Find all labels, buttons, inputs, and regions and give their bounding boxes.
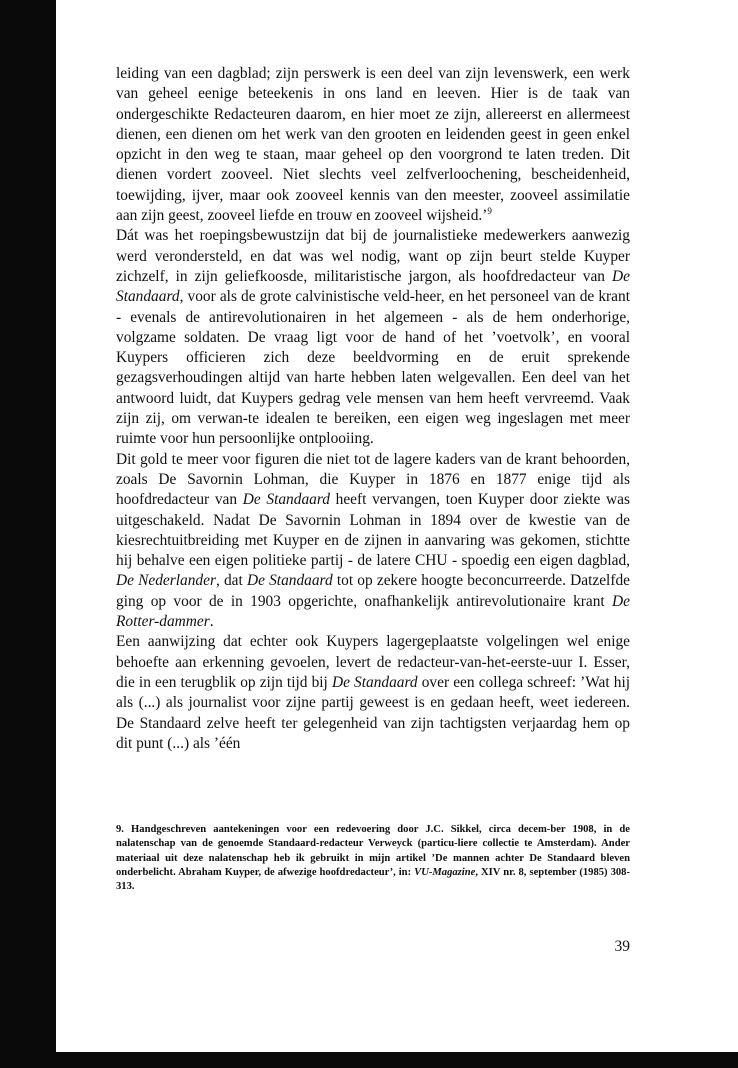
page-number: 39 <box>614 938 630 955</box>
newspaper-title: De Rotter-dammer <box>116 592 630 631</box>
newspaper-title: De Standaard <box>246 572 333 590</box>
newspaper-title: De Standaard <box>116 267 630 306</box>
newspaper-title: De Standaard <box>242 491 330 509</box>
paragraph-4: Een aanwijzing dat echter ook Kuypers lagergeplaatste volgelingen wel enige behoefte aan erkenning gevoelen, levert de redacteur-van-het-eerste-uur I. Esser, die in een terugblik op zijn tijd bij De Standaard over een collega schreef: ’Wat hij als (...) als journalist voor zijne partij geweest is en gedaan heeft, weet iedereen. De Standaard zelve heeft ter gelegenheid van zijn tachtigsten verjaardag hem op dit punt (...) als ’één <box>116 633 630 752</box>
magazine-title: VU-Magazine <box>414 866 476 878</box>
footnote <box>116 823 630 894</box>
newspaper-title: De Standaard <box>331 673 418 691</box>
body-text <box>116 64 630 754</box>
scan-border-left <box>0 0 56 1068</box>
scan-border-bottom <box>0 1052 738 1068</box>
paragraph-2: Dát was het roepingsbewustzijn dat bij de journalistieke medewerkers aanwezig werd verondersteld, en dat was wel nodig, want op zijn beurt stelde Kuyper zichzelf, in zijn geliefkoosde, militaristische jargon, als hoofdredacteur van De Standaard, voor als de grote calvinistische veld-heer, en het personeel van de krant - evenals de antirevolutionairen in het algemeen - als de hem onderhorige, volgzame soldaten. De vraag ligt voor de hand of het ’voetvolk’, en vooral Kuypers officieren zich deze beeldvorming en de eruit sprekende gezagsverhoudingen altijd van harte hebben laten welgevallen. Een deel van het antwoord luidt, dat Kuypers gedrag vele mensen van hem heeft vervreemd. Vaak zijn zij, om verwan-te idealen te bereiken, een eigen weg ingeslagen met meer ruimte voor hun persoonlijke ontplooiing. <box>116 227 630 448</box>
footnote-9: 9. Handgeschreven aantekeningen voor een redevoering door J.C. Sikkel, circa decem-ber 1908, in de nalatenschap van de genoemde Standaard-redacteur Verweyck (particu-liere collectie te Amsterdam). Ander materiaal uit deze nalatenschap heb ik gebruikt in mijn artikel ’De mannen achter De Standaard bleven onderbelicht. Abraham Kuyper, de afwezige hoofdredacteur’, in: VU-Magazine, XIV nr. 8, september (1985) 308-313. <box>116 824 631 893</box>
paragraph-1: leiding van een dagblad; zijn perswerk is een deel van zijn levenswerk, een werk van geheel eenige beteekenis in ons land en leeven. Hier is de taak van ondergeschikte Redacteuren daarom, en hier moet ze zijn, allereerst en allermeest dienen, een dienen om het werk van den grooten en leidenden geest in geen enkel opzicht in den weg te staan, maar geheel op den voorgrond te laten treden. Dit dienen vordert zooveel. Niet slechts veel zelfverloochening, bescheidenheid, toewijding, ijver, maar ook zooveel kennis van den meester, zooveel assimilatie aan zijn geest, zooveel liefde en trouw en zooveel wijsheid.’$^9$ <box>116 65 630 225</box>
paragraph-3: Dit gold te meer voor figuren die niet tot de lagere kaders van de krant behoorden, zoals De Savornin Lohman, die Kuyper in 1876 en 1877 enige tijd als hoofdredacteur van De Standaard heeft vervangen, toen Kuyper door ziekte was uitgeschakeld. Nadat De Savornin Lohman in 1894 over de kwestie van de kiesrechtuitbreiding met Kuyper en de zijnen in aanvaring was gekomen, stichtte hij behalve een eigen politieke partij - de latere CHU - spoedig een eigen dagblad, De Nederlander, dat De Standaard tot op zekere hoogte beconcurreerde. Datzelfde ging op voor de in 1903 opgerichte, onafhankelijk antirevolutionaire krant De Rotter-dammer. <box>116 450 630 631</box>
newspaper-title: De Nederlander <box>116 572 216 590</box>
footnote-ref: 9 <box>487 206 492 217</box>
